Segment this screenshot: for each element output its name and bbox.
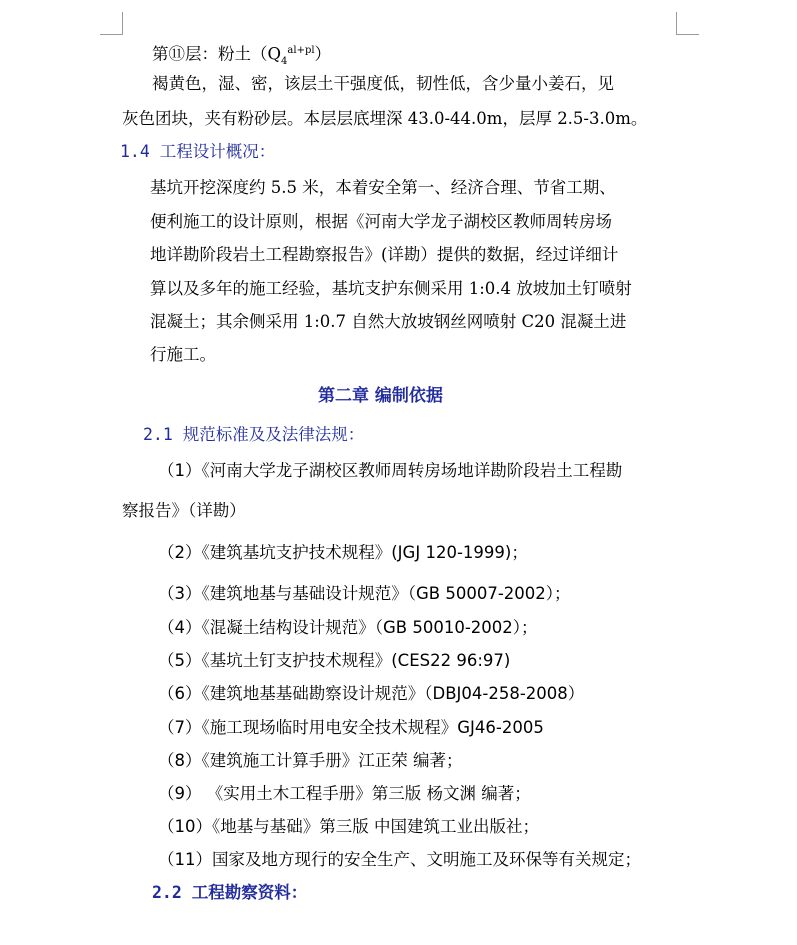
reference-item: （5）《基坑土钉支护技术规程》(CES22 96:97)	[158, 651, 511, 670]
reference-item: （8）《建筑施工计算手册》江正荣 编著；	[158, 751, 463, 770]
layer-desc-line: 灰色团块，夹有粉砂层。本层层底埋深 43.0-44.0m，层厚 2.5-3.0m。	[122, 109, 648, 128]
design-paragraph-line: 基坑开挖深度约 5.5 米，本着安全第一、经济合理、节省工期、	[150, 178, 616, 197]
design-paragraph-line: 便利施工的设计原则，根据《河南大学龙子湖校区教师周转房场	[150, 212, 612, 231]
design-paragraph-line: 地详勘阶段岩土工程勘察报告》(详勘）提供的数据，经过详细计	[150, 245, 619, 264]
reference-item: 察报告》（详勘）	[122, 501, 246, 520]
section-2-1-heading: 2.1 规范标准及及法律法规：	[143, 425, 365, 444]
reference-item: （10）《地基与基础》第三版 中国建筑工业出版社；	[158, 817, 539, 836]
reference-item: （1）《河南大学龙子湖校区教师周转房场地详勘阶段岩土工程勘	[158, 461, 623, 480]
section-1-4-heading: 1.4 工程设计概况：	[120, 142, 276, 161]
reference-item: （2）《建筑基坑支护技术规程》(JGJ 120-1999)；	[158, 543, 528, 562]
design-paragraph-line: 算以及多年的施工经验，基坑支护东侧采用 1:0.4 放坡加土钉喷射	[150, 279, 632, 298]
page-corner-mark-left	[100, 12, 123, 35]
reference-item: （11）国家及地方现行的安全生产、文明施工及环保等有关规定；	[158, 850, 641, 869]
layer-heading	[152, 40, 331, 73]
page-corner-mark-right	[676, 12, 699, 35]
chapter-title: 第二章 编制依据	[318, 386, 443, 406]
reference-item: （4）《混凝土结构设计规范》（GB 50010-2002）；	[158, 618, 538, 637]
reference-item: （7）《施工现场临时用电安全技术规程》GJ46-2005	[158, 718, 544, 737]
layer-heading-suffix: ）	[314, 44, 332, 64]
layer-heading-sup: al+pl	[287, 45, 315, 56]
reference-item: （6）《建筑地基基础勘察设计规范》（DBJ04-258-2008）	[158, 684, 585, 703]
design-paragraph-line: 混凝土；其余侧采用 1:0.7 自然大放坡钢丝网喷射 C20 混凝土进	[150, 312, 627, 331]
layer-heading-sub: 4	[281, 55, 288, 67]
design-paragraph-line: 行施工。	[150, 345, 216, 364]
reference-item: （9） 《实用土木工程手册》第三版 杨文渊 编著；	[158, 784, 531, 803]
reference-item: （3）《建筑地基与基础设计规范》（GB 50007-2002）；	[158, 584, 571, 603]
layer-desc-line: 褐黄色，湿、密，该层土干强度低，韧性低，含少量小姜石，见	[152, 74, 614, 93]
layer-heading-prefix: 第⑪层：粉土（Q	[152, 44, 282, 64]
section-2-2-heading: 2.2 工程勘察资料：	[152, 883, 308, 902]
